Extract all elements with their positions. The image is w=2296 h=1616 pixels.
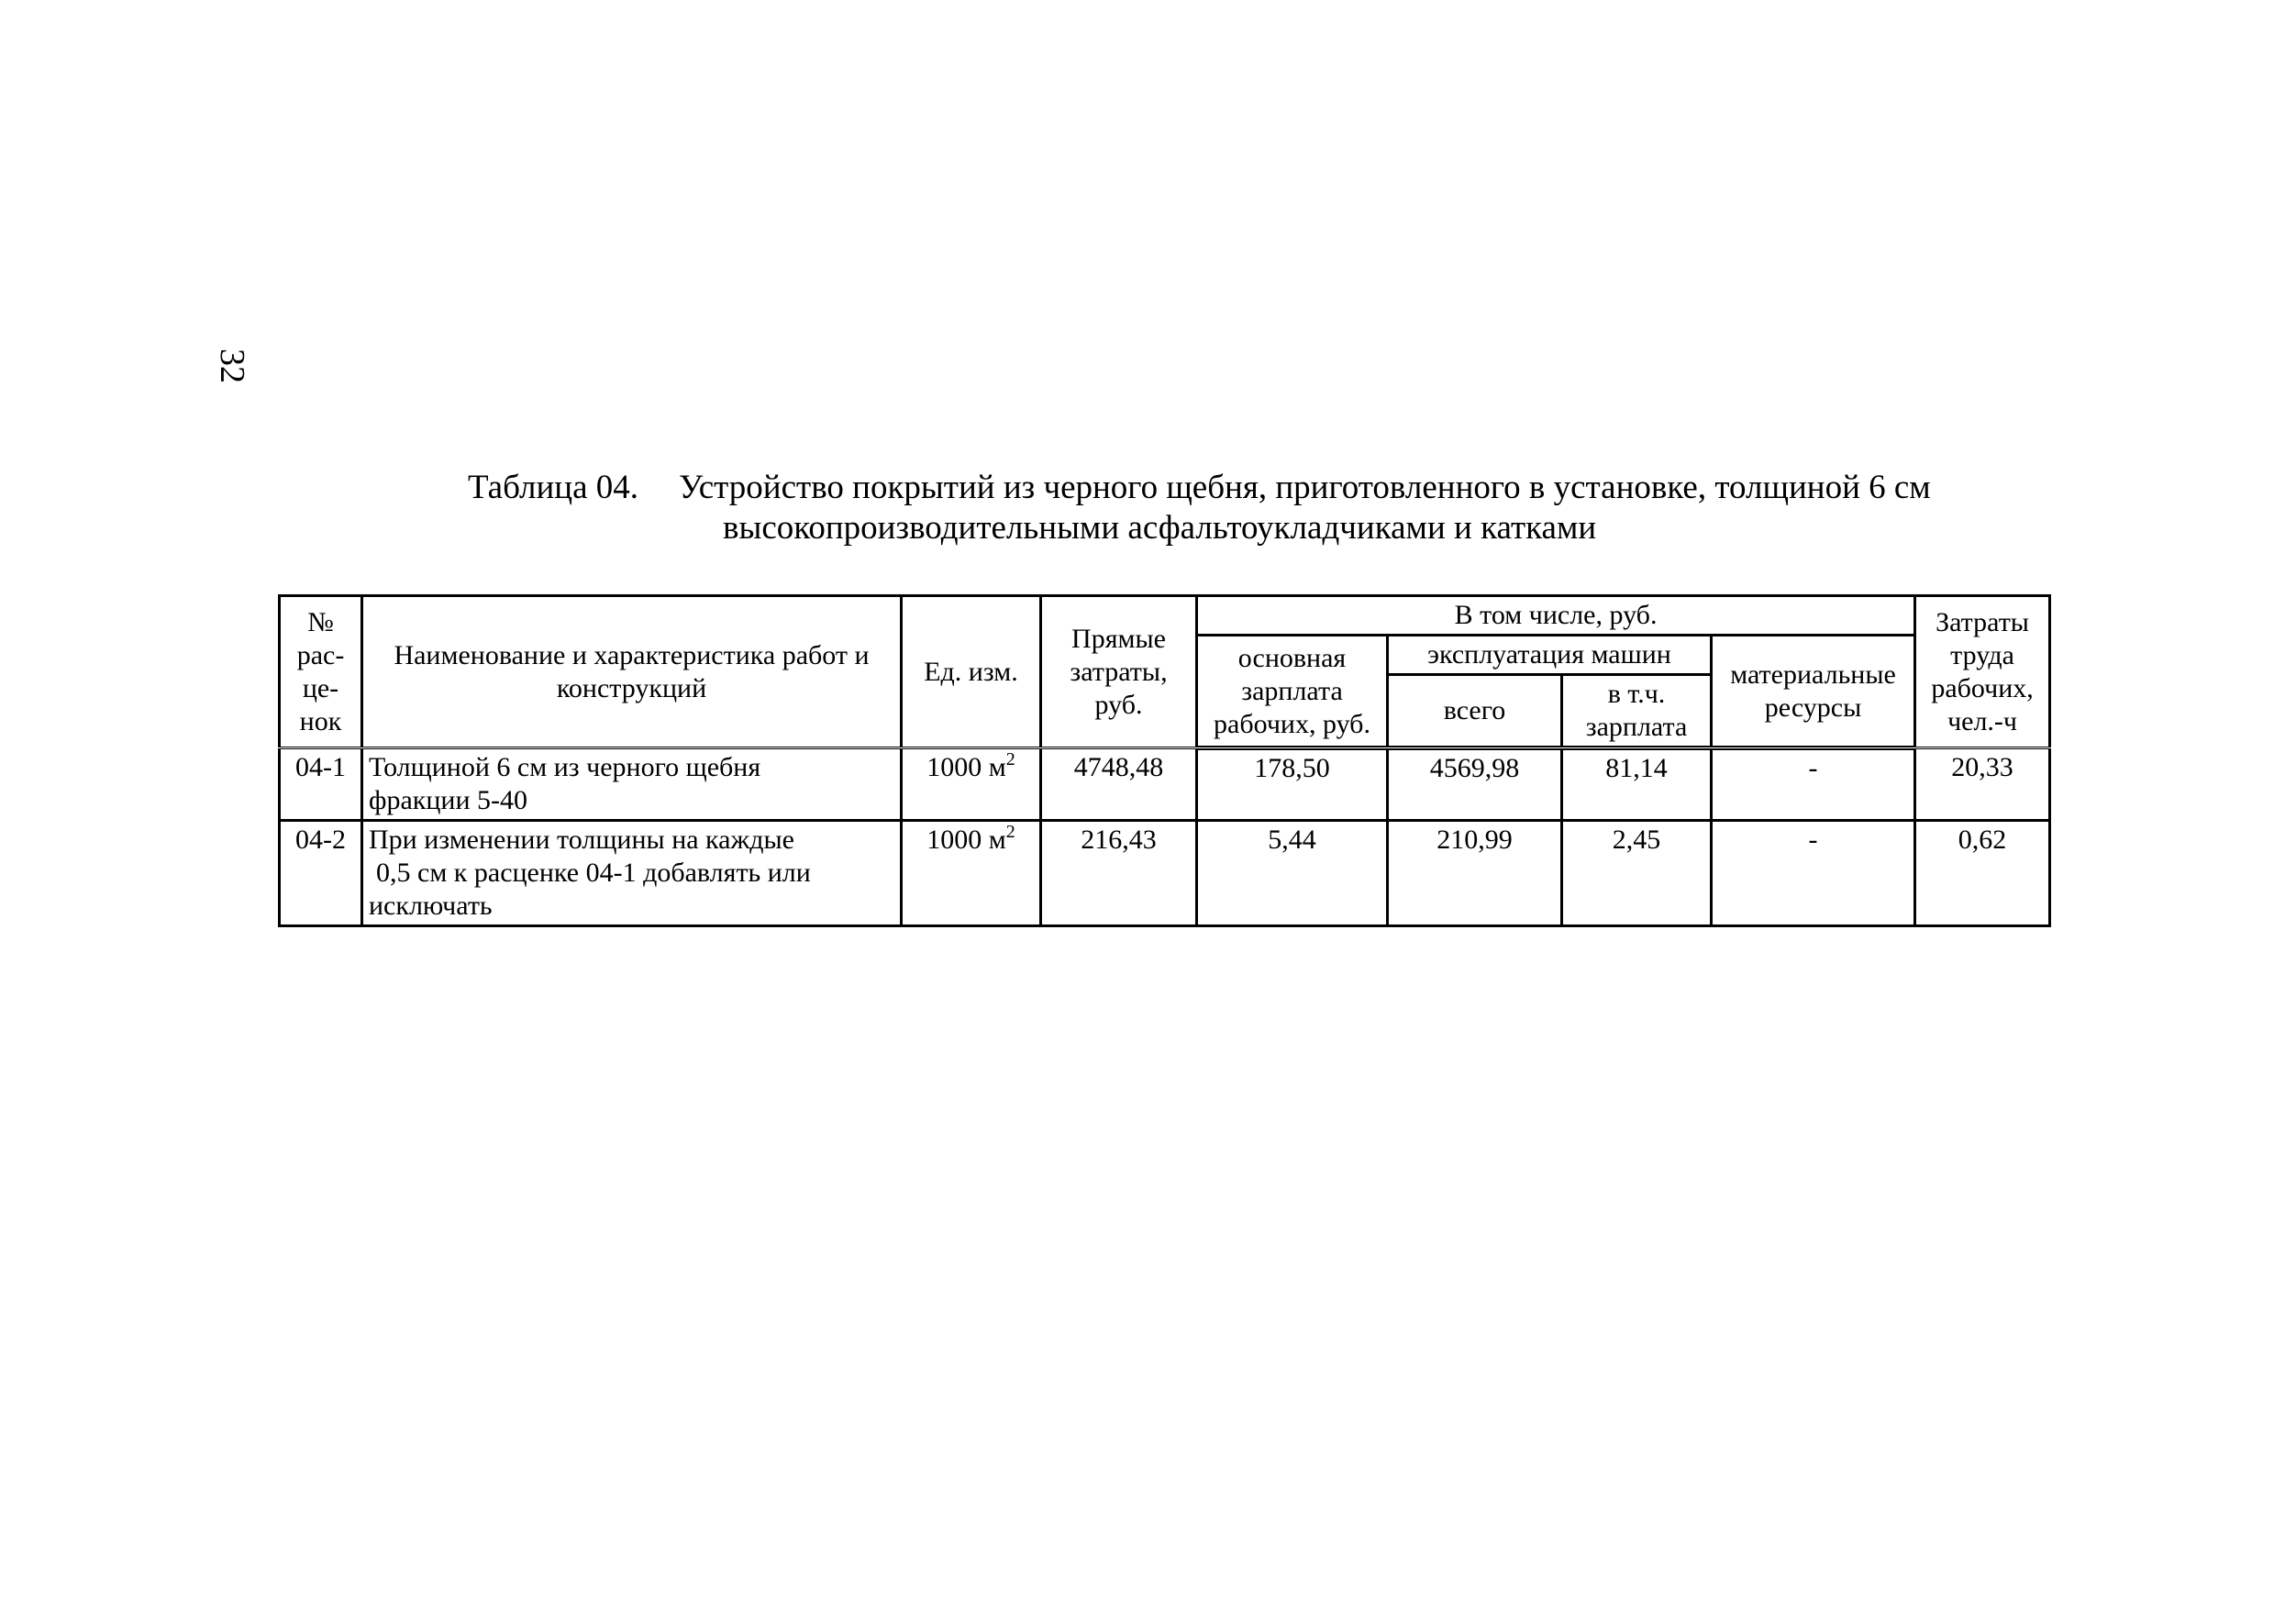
- header-name: Наименование и характеристика работ и конструкций: [362, 596, 902, 748]
- table-title-line1: Устройство покрытий из черного щебня, приготовленного в установке, толщиной 6 см: [679, 469, 1931, 506]
- header-base-wage: основная зарплата рабочих, руб.: [1197, 636, 1388, 748]
- row-code: 04-2: [280, 821, 362, 926]
- table-row: [280, 748, 2050, 821]
- header-machines: эксплуатация машин: [1388, 636, 1712, 675]
- table-title-line2: высокопроизводительными асфальтоукладчиками и катками: [723, 509, 1597, 547]
- row-machines-total: 210,99: [1388, 821, 1562, 926]
- header-unit: Ед. изм.: [902, 596, 1041, 748]
- header-including: В том числе, руб.: [1197, 596, 1915, 636]
- row-machines-wage: 2,45: [1562, 821, 1712, 926]
- table-caption: [275, 468, 2073, 548]
- row-name-line: При изменении толщины на каждые: [369, 825, 794, 855]
- row-name-line: фракции 5-40: [369, 785, 527, 815]
- row-machines-total: 4569,98: [1388, 748, 1562, 821]
- row-name: [362, 821, 902, 926]
- header-machines-total: всего: [1388, 675, 1562, 748]
- header-machines-wage: в т.ч. зарплата: [1562, 675, 1712, 748]
- table-row: [280, 821, 2050, 926]
- row-code: 04-1: [280, 748, 362, 821]
- row-materials: -: [1712, 748, 1915, 821]
- rates-table: [278, 594, 2051, 927]
- row-direct-costs: 4748,48: [1041, 748, 1197, 821]
- row-name-line: исключать: [369, 891, 493, 921]
- row-unit: 1000 $м^2$: [902, 821, 1041, 926]
- row-materials: -: [1712, 821, 1915, 926]
- row-base-wage: 5,44: [1197, 821, 1388, 926]
- header-direct-costs: Прямые затраты, руб.: [1041, 596, 1197, 748]
- row-name: [362, 748, 902, 821]
- page-number: 32: [213, 349, 251, 383]
- row-machines-wage: 81,14: [1562, 748, 1712, 821]
- row-name-line: 0,5 см к расценке 04-1 добавлять или: [376, 858, 811, 888]
- row-unit: 1000 $м^2$: [902, 748, 1041, 821]
- header-num: № рас- це- нок: [280, 596, 362, 748]
- row-base-wage: 178,50: [1197, 748, 1388, 821]
- table-label: Таблица 04.: [468, 469, 638, 506]
- header-labor: Затраты труда рабочих, чел.-ч: [1915, 596, 2050, 748]
- row-labor: 0,62: [1915, 821, 2050, 926]
- row-name-line: Толщиной 6 см из черного щебня: [369, 752, 761, 782]
- row-labor: 20,33: [1915, 748, 2050, 821]
- header-materials: материальные ресурсы: [1712, 636, 1915, 748]
- row-direct-costs: 216,43: [1041, 821, 1197, 926]
